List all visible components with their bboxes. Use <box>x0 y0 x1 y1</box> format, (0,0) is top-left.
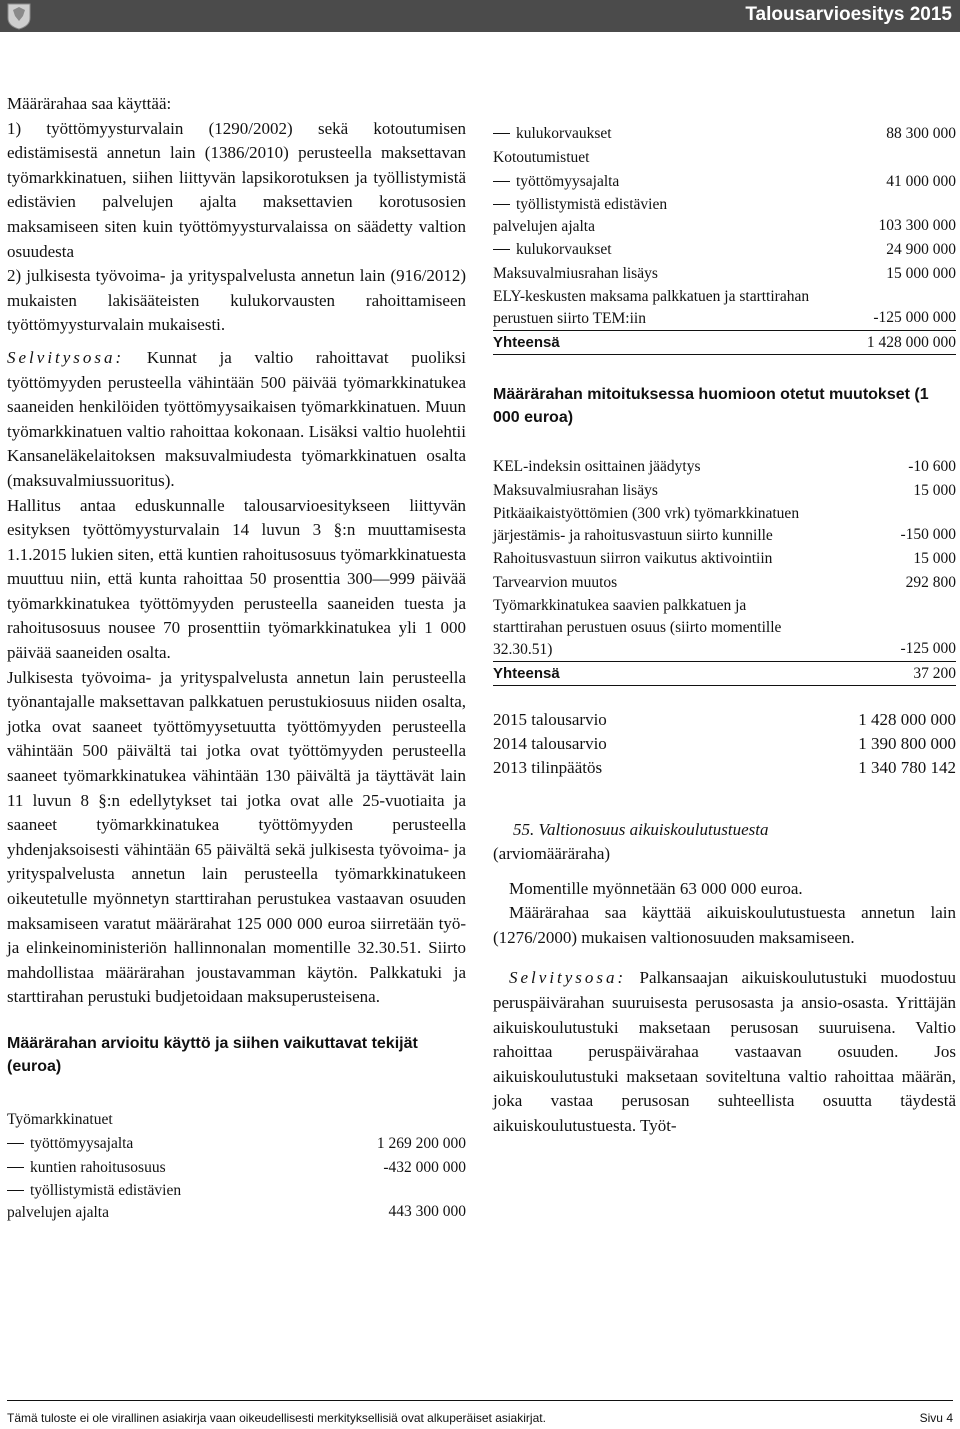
row-value: 88 300 000 <box>886 125 956 142</box>
subsection-type: (arviomääräraha) <box>493 844 611 863</box>
row-value: 1 390 800 000 <box>858 734 956 753</box>
row-label: kulukorvaukset <box>516 241 612 258</box>
dash-marker <box>493 249 510 250</box>
table-row <box>493 122 956 146</box>
row-value: 24 900 000 <box>886 241 956 258</box>
table-row <box>7 1180 466 1224</box>
table-row <box>493 146 956 170</box>
row-label: Maksuvalmiusrahan lisäys <box>493 482 658 499</box>
budget-table <box>493 708 956 780</box>
section-heading: Määrärahan mitoituksessa huomioon otetut muutokset (1 000 euroa) <box>493 386 929 426</box>
total-value: 1 428 000 000 <box>867 331 956 355</box>
table-row <box>493 286 956 331</box>
row-value: 15 000 <box>913 550 956 567</box>
dash-marker <box>7 1167 24 1168</box>
table-row <box>493 262 956 286</box>
section-heading: Määrärahan arvioitu käyttö ja siihen vaikuttavat tekijät (euroa) <box>7 1034 418 1075</box>
subsection-title: 55. Valtionosuus aikuiskoulutustuesta <box>513 820 769 839</box>
row-value <box>867 146 956 170</box>
row-value: 292 800 <box>905 574 956 591</box>
row-label: työllistymistä edistävien palvelujen ajalta <box>493 196 668 235</box>
row-label: työllistymistä edistävien palvelujen ajalta <box>7 1181 182 1221</box>
dash-marker <box>7 1143 24 1144</box>
coat-of-arms-icon <box>6 2 32 30</box>
row-value: -10 600 <box>908 458 956 475</box>
dash-marker <box>493 181 510 182</box>
row-value: 443 300 000 <box>388 1202 466 1220</box>
left-column <box>7 92 466 1224</box>
total-value: 37 200 <box>900 662 956 686</box>
table-row <box>493 194 956 238</box>
paragraph: 2) julkisesta työvoima- ja yrityspalvelusta annetun lain (916/2012) mukaisten lakisääteisten kulukorvausten rahoittamiseen työttömyysturvalain mukaisesti. <box>7 266 466 335</box>
subsection-heading <box>493 818 956 842</box>
page-footer <box>7 1400 953 1425</box>
right-column <box>493 122 956 1139</box>
table-row <box>493 732 956 756</box>
row-label: työttömyysajalta <box>516 173 620 190</box>
row-value: 15 000 000 <box>886 265 956 282</box>
page-header-title: Talousarvioesitys 2015 <box>745 4 952 25</box>
paragraph <box>493 966 956 1138</box>
row-label: Työmarkkinatukea saavien palkkatuen ja starttirahan perustuen osuus (siirto momentille 32.30.51) <box>493 597 782 658</box>
row-value: 1 428 000 000 <box>858 710 956 729</box>
row-label: 2015 talousarvio <box>493 710 607 729</box>
usage-table-continued <box>493 122 956 355</box>
row-label: Kotoutumistuet <box>493 149 590 166</box>
dash-marker <box>493 133 510 134</box>
table-title: Työmarkkinatuet <box>7 1110 113 1128</box>
paragraph-text: Kunnat ja valtio rahoittavat puoliksi työttömyyden perusteella vähintään 500 päivää työmarkkinatukea saaneiden henkilöiden työttömyysaikaisen työmarkkinatuen. Muun työmarkkinatuen valtio rahoittaa kokonaan. Lisäksi valtio huolehtii Kansaneläkelaitoksen maksuvalmiudesta työmarkkinatuen osalta (maksuvalmiussuoritus). <box>7 347 466 490</box>
paragraph: Momentille myönnetään 63 000 000 euroa. <box>509 878 803 898</box>
table-row <box>493 708 956 732</box>
total-row <box>493 331 956 355</box>
paragraph: Määrärahaa saa käyttää aikuiskoulutustuesta annetun lain (1276/2000) mukaisen valtionosuuden maksamiseen. <box>493 903 956 947</box>
row-value: -432 000 000 <box>383 1158 466 1176</box>
dash-marker <box>7 1190 24 1191</box>
row-value: 103 300 000 <box>878 217 956 234</box>
row-value: 41 000 000 <box>886 173 956 190</box>
row-value: -125 000 000 <box>873 309 956 326</box>
total-label: Yhteensä <box>493 662 900 686</box>
dash-marker <box>493 204 510 205</box>
table-row <box>493 503 956 547</box>
header-bar <box>0 0 960 32</box>
selvitysosa-label: Selvitysosa: <box>509 968 627 988</box>
paragraph: 1) työttömyysturvalain (1290/2002) sekä kotoutumisen edistämisestä annetun lain (1386/2010) perusteella maksettavan työmarkkinatuen, siihen liittyvän lapsikorotuksen ja työllistymistä edistävien palvelujen ajalta maksettavien korotusosien maksamiseen siten kuin työttömyysturvalaissa on säädetty valtion osuudesta <box>7 118 466 261</box>
table-row <box>493 479 956 503</box>
usage-table <box>7 1108 466 1224</box>
row-label: ELY-keskusten maksama palkkatuen ja starttirahan perustuen siirto TEM:iin <box>493 288 810 327</box>
table-row <box>7 1132 466 1156</box>
row-label: KEL-indeksin osittainen jäädytys <box>493 458 701 475</box>
footer-disclaimer: Tämä tuloste ei ole virallinen asiakirja vaan oikeudellisesti merkityksellisiä ovat alkuperäiset asiakirjat. <box>7 1411 546 1425</box>
row-label: Rahoitusvastuun siirron vaikutus aktivointiin <box>493 550 773 567</box>
paragraph: Hallitus antaa eduskunnalle talousarvioesitykseen liittyvän esityksen työttömyysturvalain 14 luvun 3 §:n muuttamisesta 1.1.2015 lukien siten, että kuntien rahoitusosuus työmarkkinatuesta muuttuu niin, että kunta rahoittaa 50 prosenttia 300—999 päivää työmarkkinatukea työttömyyden perusteella saaneiden tuesta ja rahoitusosuus nousee 70 prosenttiin työmarkkinatukea yli 1 000 päivää saaneiden osalta. <box>7 495 466 663</box>
row-label: 2014 talousarvio <box>493 734 607 753</box>
row-label: työttömyysajalta <box>30 1134 134 1152</box>
table-row <box>493 547 956 571</box>
table-row <box>493 571 956 595</box>
row-label: kulukorvaukset <box>516 125 612 142</box>
row-value: 1 340 780 142 <box>858 758 956 777</box>
changes-table <box>493 455 956 686</box>
table-row <box>493 455 956 479</box>
paragraph: Julkisesta työvoima- ja yrityspalvelusta annetun lain perusteella työnantajalle maksettavan palkkatuen perustukiosuus niiden osalta, jotka ovat saaneet työttömyysetuutta työttömyyden perusteella vähintään 500 päivältä tai jotka ovat työttömyyden perusteella saaneet työmarkkinatukea vähintään 130 päivältä ja täyttävät lain 11 luvun 8 §:n edellytykset tai jotka ovat alle 25-vuotiaita ja saaneet työmarkkinatukea työttömyyden perusteella yhdenjaksoisesti vähintään 65 päivältä sekä julkisesta työvoima- ja yrityspalvelusta annetun lain perusteella työmarkkinatukeen oikeutetulle myönnetyn starttirahan perustukea vastaavan osuuden maksamiseen varatut määrärahat 125 000 000 euroa siirretään työ- ja elinkeinoministeriön hallinnonalan momentille 32.30.51. Siirto mahdollistaa määrärahan joustavamman käytön. Palkkatuki ja starttirahan perustuki budjetoidaan maksuperusteisena. <box>7 667 466 1007</box>
table-row <box>7 1108 466 1132</box>
selvitysosa-label: Selvitysosa: <box>7 347 125 367</box>
table-row <box>7 1156 466 1180</box>
row-label: kuntien rahoitusosuus <box>30 1158 166 1176</box>
row-value: 1 269 200 000 <box>376 1134 466 1152</box>
table-row <box>493 595 956 662</box>
paragraph <box>7 346 466 494</box>
row-label: Tarvearvion muutos <box>493 574 618 591</box>
page-number: Sivu 4 <box>919 1411 953 1425</box>
table-row <box>493 238 956 262</box>
total-row <box>493 662 956 686</box>
row-label: Pitkäaikaistyöttömien (300 vrk) työmarkkinatuen järjestämis- ja rahoitusvastuun siirto kunnille <box>493 505 800 544</box>
row-value: -125 000 <box>900 640 956 657</box>
paragraph-text: Palkansaajan aikuiskoulutustuki muodostuu peruspäivärahan suuruisesta perusosasta ja ansio-osasta. Yrittäjän aikuiskoulutustuki maksetaan perusosan suuruisena. Valtio rahoittaa peruspäivärahaa vastaavan osuuden. Jos aikuiskoulutustuki maksetaan soviteltuna valtio rahoittaa määrän, joka vastaa perusosan suhteellista osuutta täydestä aikuiskoulutustuesta. Työt- <box>493 968 956 1135</box>
table-row <box>493 756 956 780</box>
total-label: Yhteensä <box>493 331 867 355</box>
table-row <box>493 170 956 194</box>
row-label: Maksuvalmiusrahan lisäys <box>493 265 658 282</box>
row-label: 2013 tilinpäätös <box>493 758 603 777</box>
paragraph: Määrärahaa saa käyttää: <box>7 94 172 113</box>
row-value: -150 000 <box>900 526 956 543</box>
row-value: 15 000 <box>913 482 956 499</box>
